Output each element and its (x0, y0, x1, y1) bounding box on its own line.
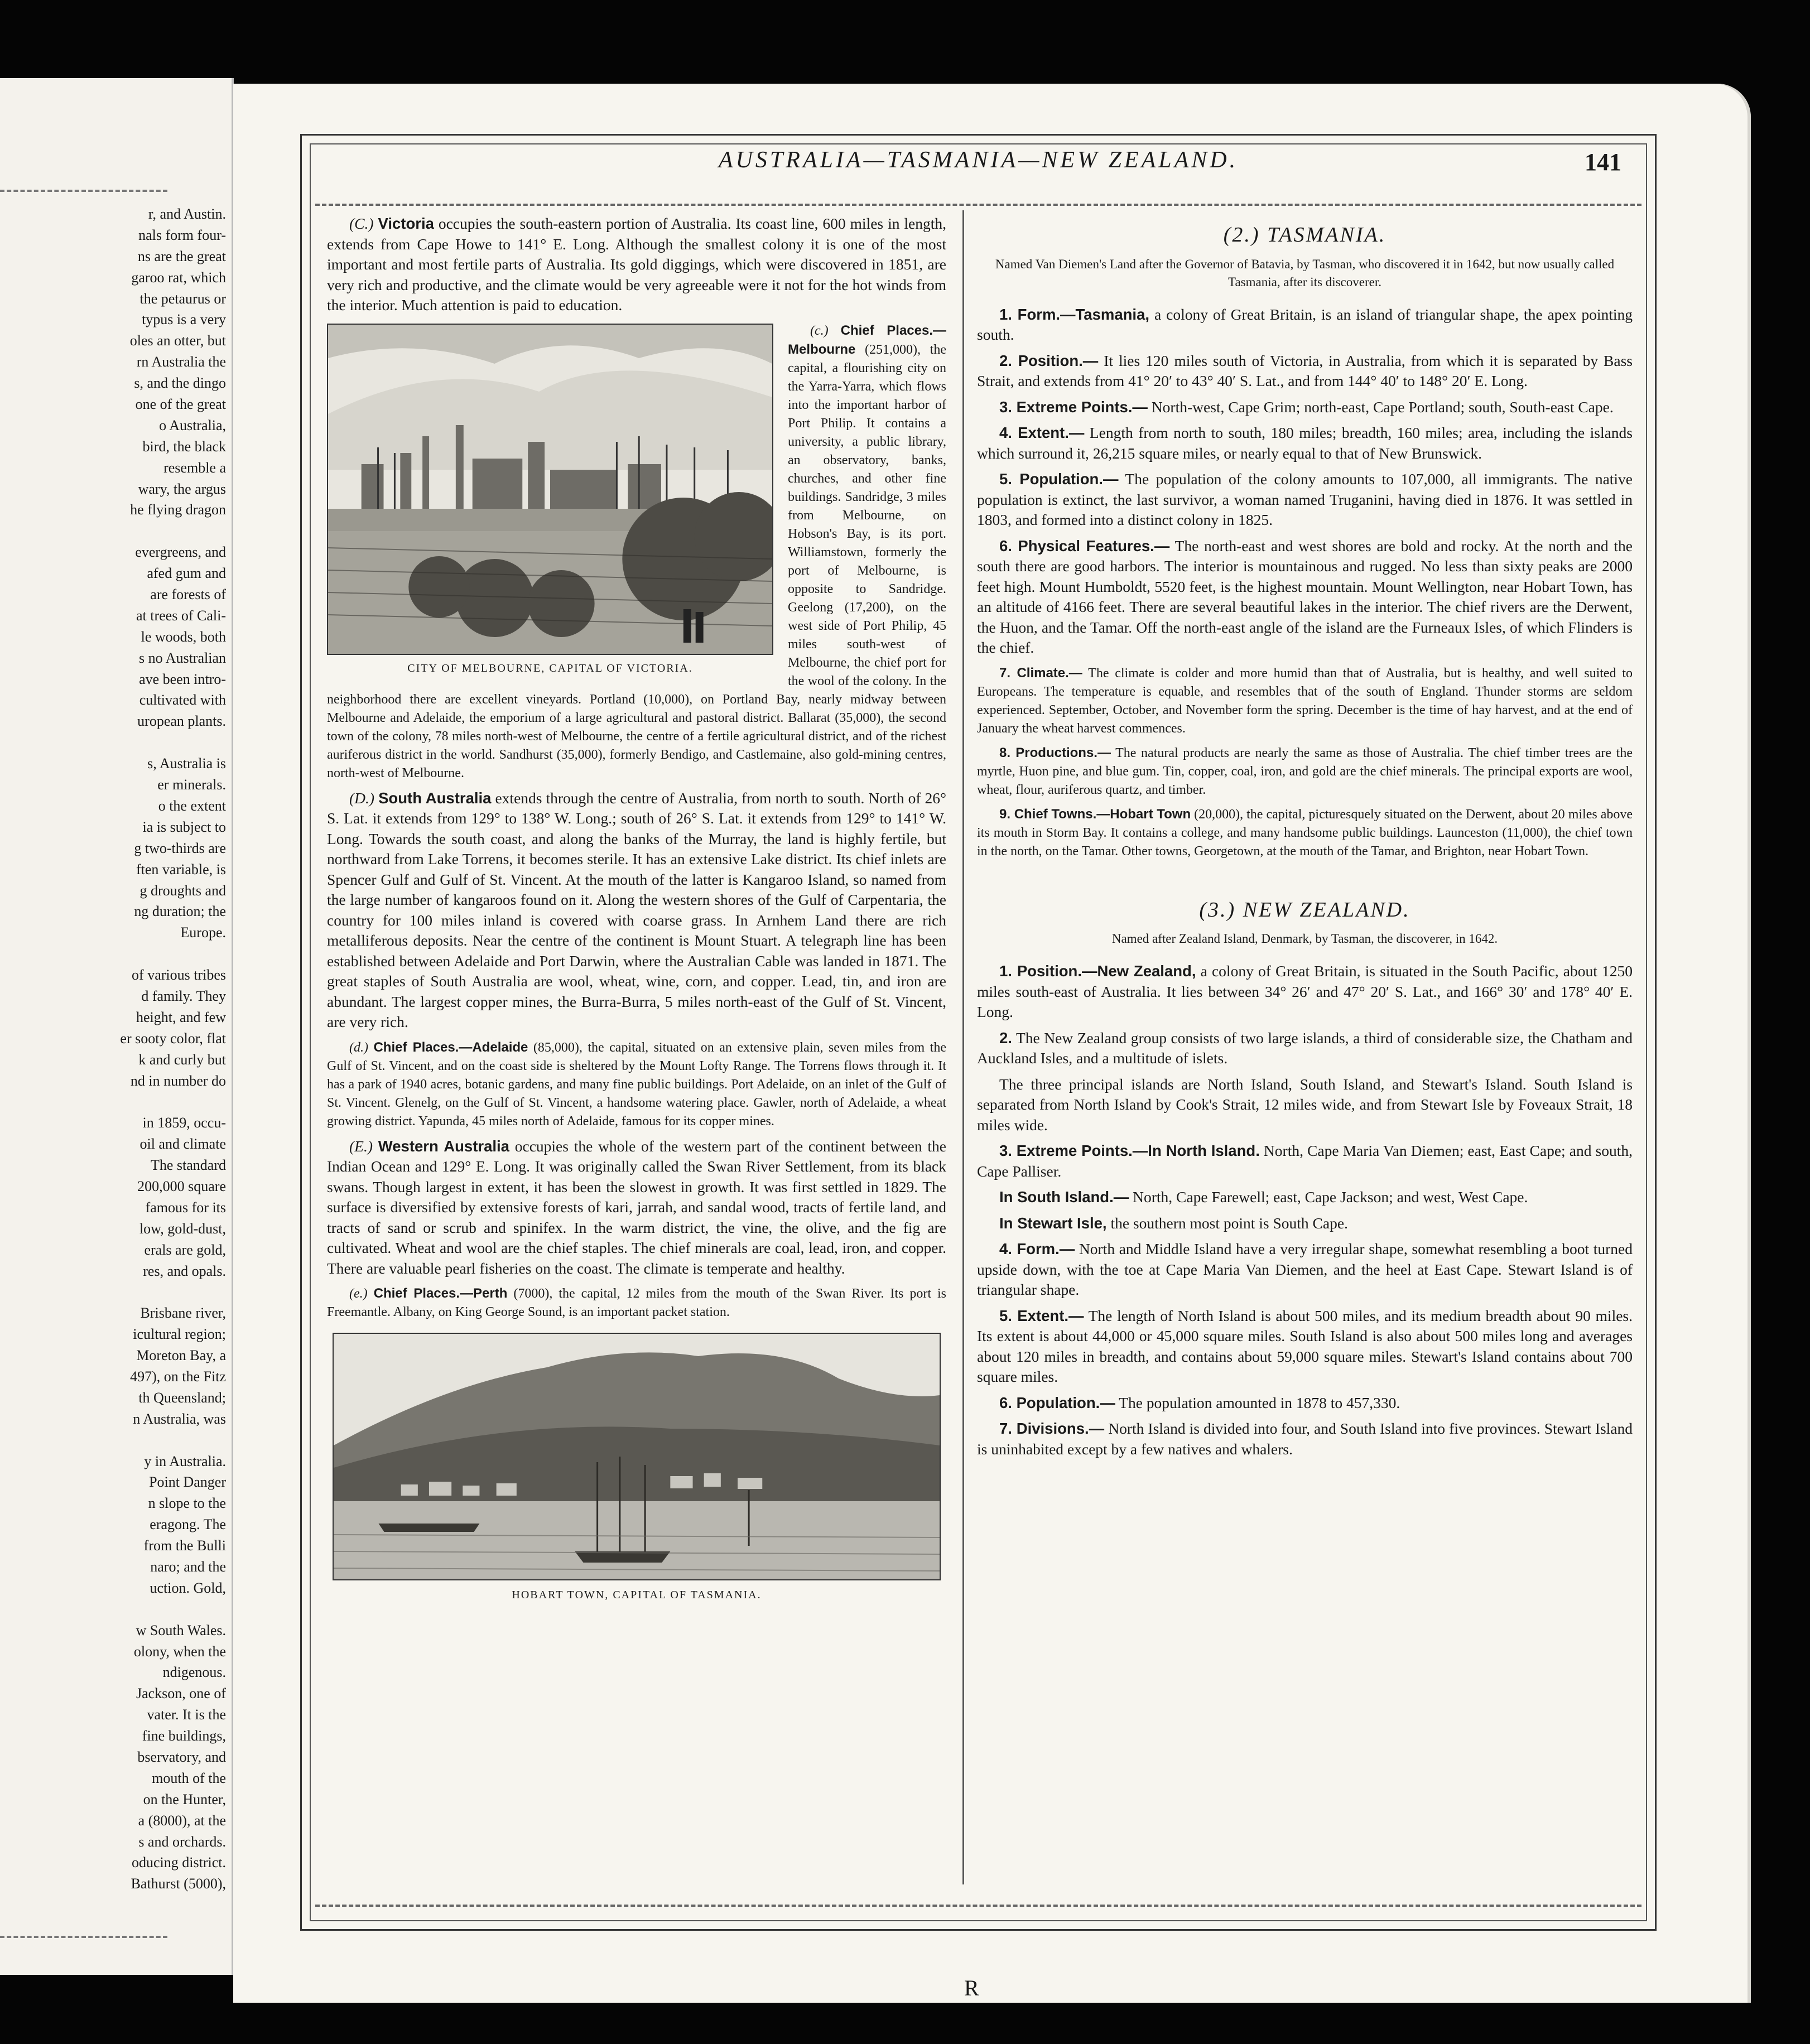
previous-page-line: rn Australia the (136, 354, 226, 370)
section-label: (D.) (349, 789, 375, 807)
hobart-illustration (334, 1334, 940, 1579)
south-australia-places-paragraph (327, 1038, 946, 1131)
previous-page-line (0, 520, 226, 542)
section-paragraph (977, 805, 1633, 861)
previous-page-line: ns are the great (137, 248, 226, 264)
section-text: North and Middle Island have a very irregular shape, somewhat resembling a boot turned upside down, with the toe at Cape Maria Van Diemen, and the heel at East Cape. Stewart Island is of triangular shape. (977, 1240, 1633, 1298)
melbourne-illustration (328, 325, 772, 654)
previous-page-line: s no Australian (139, 649, 226, 666)
section-label: (c.) (810, 323, 829, 338)
hobart-engraving (333, 1333, 941, 1580)
previous-page-line: from the Bulli (143, 1537, 226, 1554)
section-label: (e.) (349, 1286, 368, 1301)
previous-page-line: uropean plants. (137, 713, 226, 730)
section-text: The length of North Island is about 500 miles, and its medium breadth about 90 miles. Its extent is about 44,000 or 45,000 square miles. South Island is also about 500 miles long and averages about 120 miles in breadth, and contains about 59,000 square miles. Stewart's Island contains about 700 square miles. (977, 1307, 1633, 1385)
right-column (977, 214, 1633, 1884)
previous-page-line: a (8000), at the (138, 1812, 226, 1829)
section-text: It lies 120 miles south of Victoria, in Australia, from which it is separated by Bass Strait, and extends from 41° 20′ to 43° 40′ S. Lat., and from 144° 40′ to 148° 20′ E. Long. (977, 351, 1633, 389)
previous-page-line: le woods, both (141, 628, 226, 645)
section-text: The New Zealand group consists of two large islands, a third of considerable size, the Chatham and Auckland Isles, and a multitude of islets. (977, 1029, 1633, 1067)
section-paragraph (977, 1141, 1633, 1182)
previous-page-line: height, and few (136, 1009, 226, 1025)
previous-page-line: d family. They (141, 987, 226, 1004)
section-heading: In Stewart Isle, (999, 1214, 1107, 1232)
previous-page-line: eragong. The (150, 1516, 226, 1533)
running-head: AUSTRALIA—TASMANIA—NEW ZEALAND. (718, 147, 1239, 173)
previous-page-line: Jackson, one of (136, 1685, 226, 1702)
section-text: The climate is colder and more humid than that of Australia, but is healthy, and well suited to Europeans. The temperature is equable, and resembles that of the south of England. Thunder storms are seldom experienced. September, October, and November form the spring. December is the time of hay harvest, and at the end of January the wheat harvest commences. (977, 666, 1633, 736)
previous-page-line: y in Australia. (144, 1453, 226, 1469)
section-heading: Chief Places.—Adelaide (373, 1039, 528, 1055)
new-zealand-note: Named after Zealand Island, Denmark, by Tasman, the discoverer, in 1642. (1111, 932, 1498, 946)
section-text: (7000), the capital, 12 miles from the mouth of the Swan River. Its port is Freemantle. Albany, on King George Sound, is an important packet station. (327, 1286, 946, 1319)
footer-divider (315, 1905, 1641, 1907)
previous-page-line (0, 1281, 226, 1303)
section-heading: 8. Productions.— (999, 745, 1111, 760)
previous-page-line: s, Australia is (147, 755, 226, 772)
western-australia-paragraph (327, 1136, 946, 1279)
previous-page-line: bservatory, and (137, 1749, 226, 1766)
previous-page-line: famous for its (145, 1199, 226, 1216)
section-text: North, Cape Farewell; east, Cape Jackson; and west, West Cape. (1133, 1188, 1528, 1206)
section-paragraph (977, 1419, 1633, 1459)
figure-caption: CITY OF MELBOURNE, CAPITAL OF VICTORIA. (407, 662, 693, 674)
section-heading: Chief Places.—Perth (373, 1286, 508, 1301)
section-text: (20,000), the capital, picturesquely situated on the Derwent, about 20 miles above its mouth in Storm Bay. It contains a college, and many handsome public buildings. Launceston (11,000), the chief town in the north, on the Tamar. Other towns, Georgetown, at the mouth of the Tamar, and Brighton, near Hobart Town. (977, 807, 1633, 859)
section-heading: 3. Extreme Points.— (999, 398, 1148, 416)
tasmania-sections (977, 305, 1633, 658)
section-paragraph (977, 397, 1633, 418)
section-heading: 9. Chief Towns.—Hobart Town (999, 806, 1191, 822)
previous-page-line (0, 1599, 226, 1620)
tasmania-title: (2.) TASMANIA. (1223, 223, 1387, 247)
previous-page-line (0, 1430, 226, 1451)
victoria-paragraph (327, 214, 946, 316)
section-text: The population amounted in 1878 to 457,330. (1119, 1394, 1400, 1411)
previous-page-line: uction. Gold, (150, 1579, 226, 1596)
section-paragraph (977, 664, 1633, 738)
new-zealand-sections (977, 961, 1633, 1459)
section-heading: 2. Position.— (999, 351, 1099, 369)
section-heading: South Australia (378, 789, 492, 807)
section-heading: In South Island.— (999, 1188, 1129, 1206)
section-text: The natural products are nearly the same as those of Australia. The chief timber trees are the myrtle, Huon pine, and blue gum. Tin, copper, coal, iron, and gold are the chief minerals. The principal exports are wool, wheat, flour, auriferous quartz, and timber. (977, 745, 1633, 797)
section-paragraph (977, 744, 1633, 799)
previous-page-line: evergreens, and (135, 544, 226, 561)
previous-page-line: afed gum and (147, 565, 226, 582)
tasmania-note: Named Van Diemen's Land after the Governor of Batavia, by Tasman, who discovered it in 1642, but now usually called Tasmania, after its discoverer. (995, 257, 1615, 289)
victoria-places-paragraph (327, 321, 946, 783)
figure-caption: HOBART TOWN, CAPITAL OF TASMANIA. (512, 1589, 762, 1601)
previous-page-line: Europe. (180, 924, 226, 941)
previous-page-line: erals are gold, (144, 1241, 226, 1258)
previous-page-line: n slope to the (148, 1495, 226, 1512)
section-text: (85,000), the capital, situated on an extensive plain, seven miles from the Gulf of St. Vincent, and on the coast side is sheltered by the Mount Lofty Range. The Torrens flows through it. It has a park of 1940 acres, botanic gardens, and many fine public buildings. Port Adelaide, on an inlet of the Gulf of St. Vincent. Glenelg, on the Gulf of St. Vincent, a handsome watering place. Gawler, north of Adelaide, a wheat growing district. Yapunda, 45 miles north of Adelaide, famous for its copper mines. (327, 1040, 946, 1129)
previous-page-line: mouth of the (152, 1770, 226, 1786)
section-paragraph (977, 1239, 1633, 1300)
previous-page-line: resemble a (163, 459, 226, 476)
previous-page-line: he flying dragon (130, 502, 226, 518)
section-heading: Victoria (378, 215, 434, 232)
previous-page-line: er minerals. (157, 777, 226, 793)
previous-page-line: Bathurst (5000), (131, 1876, 226, 1892)
previous-page-line: Moreton Bay, a (136, 1347, 226, 1364)
section-paragraph (977, 469, 1633, 531)
previous-page-line: are forests of (150, 586, 226, 603)
previous-page-line: res, and opals. (143, 1262, 226, 1279)
previous-page-line: oducing district. (132, 1854, 226, 1871)
previous-page-line: oil and climate (139, 1136, 226, 1153)
section-heading: 7. Climate.— (999, 665, 1082, 681)
section-heading: 5. Population.— (999, 470, 1119, 488)
section-heading: 1. Position.—New Zealand, (999, 962, 1196, 980)
left-column (327, 214, 946, 1884)
previous-page-line (0, 1091, 226, 1112)
previous-page-line: oles an otter, but (129, 332, 226, 349)
south-australia-paragraph (327, 788, 946, 1033)
previous-page-line: garoo rat, which (131, 269, 226, 286)
previous-page-line: Brisbane river, (140, 1305, 226, 1322)
page-number: 141 (1585, 148, 1621, 176)
melbourne-engraving (327, 324, 773, 655)
western-australia-places-paragraph (327, 1284, 946, 1322)
section-label: (C.) (349, 215, 374, 232)
column-divider (962, 210, 964, 1884)
previous-page-line (0, 732, 226, 753)
section-paragraph (977, 351, 1633, 392)
previous-page-line (0, 943, 226, 965)
section-paragraph (977, 1393, 1633, 1414)
previous-page-line: g two-thirds are (134, 840, 226, 856)
divider (0, 190, 167, 192)
section-text: North-west, Cape Grim; north-east, Cape Portland; south, South-east Cape. (1151, 398, 1614, 416)
section-paragraph (977, 305, 1633, 345)
signature-mark: R (964, 1975, 979, 2000)
previous-page-line: er sooty color, flat (120, 1030, 226, 1047)
book-page (233, 84, 1751, 2003)
section-heading: 2. (999, 1029, 1012, 1047)
previous-page-line: The standard (150, 1157, 226, 1174)
section-heading: 1. Form.—Tasmania, (999, 305, 1150, 323)
previous-page-line: fine buildings, (142, 1728, 226, 1744)
new-zealand-title: (3.) NEW ZEALAND. (1199, 898, 1411, 922)
section-heading: 6. Population.— (999, 1394, 1115, 1411)
section-paragraph (977, 1074, 1633, 1136)
previous-page-line: the petaurus or (139, 290, 226, 307)
section-heading: Chief Places.—Melbourne (788, 322, 946, 357)
previous-page-line: typus is a very (142, 311, 226, 328)
previous-page-text (0, 204, 226, 1894)
section-text: The north-east and west shores are bold and rocky. At the north and the south there are good harbors. The interior is mountainous and rugged. No less than sixty peaks are 2000 feet high. Mount Humboldt, 5520 feet, is the highest mountain. Mount Wellington, near Hobart Town, has an altitude of 4166 feet. There are several beautiful lakes in the interior. The chief rivers are the Derwent, the Huon, and the Tamar. Off the north-east angle of the island are the Furneaux Isles, of which Flinders is the chief. (977, 537, 1633, 656)
previous-page-line: w South Wales. (136, 1622, 226, 1638)
previous-page-line: one of the great (135, 396, 226, 413)
previous-page-line: olony, when the (133, 1643, 226, 1660)
section-heading: 4. Extent.— (999, 424, 1085, 441)
previous-page-line: o Australia, (159, 417, 226, 433)
previous-page-line: n Australia, was (133, 1410, 226, 1427)
section-paragraph (977, 1213, 1633, 1234)
section-text: a colony of Great Britain, is an island of triangular shape, the apex pointing south. (977, 305, 1633, 343)
section-text: North Island is divided into four, and South Island into five provinces. Stewart Island is uninhabited except by a few natives and whalers. (977, 1420, 1633, 1458)
previous-page-line: in 1859, occu- (142, 1115, 226, 1131)
previous-page-line: g droughts and (139, 882, 226, 899)
previous-page-line: s and orchards. (138, 1833, 226, 1850)
header-divider (315, 204, 1641, 206)
previous-page-line: vater. It is the (147, 1706, 226, 1723)
previous-page-line: at trees of Cali- (136, 607, 226, 624)
section-paragraph (977, 536, 1633, 658)
previous-page-line: 200,000 square (137, 1178, 226, 1194)
previous-page-line: ia is subject to (142, 818, 226, 835)
section-paragraph (977, 961, 1633, 1023)
section-heading: 5. Extent.— (999, 1307, 1084, 1324)
previous-page-line: of various tribes (132, 967, 226, 984)
previous-page-line: low, gold-dust, (139, 1220, 226, 1237)
section-label: (d.) (349, 1040, 368, 1055)
section-heading: 7. Divisions.— (999, 1420, 1105, 1437)
previous-page-line: ndigenous. (162, 1664, 226, 1681)
previous-page-line: r, and Austin. (148, 206, 226, 222)
section-heading: 3. Extreme Points.—In North Island. (999, 1142, 1260, 1159)
section-paragraph (977, 423, 1633, 464)
section-text: The population of the colony amounts to 107,000, all immigrants. The native population is extinct, the last survivor, a woman named Truganini, having died in 1876. It was settled in 1803, and formed into a distinct colony in 1825. (977, 470, 1633, 528)
previous-page-line: ave been intro- (139, 671, 226, 687)
previous-page-line: naro; and the (150, 1559, 226, 1575)
section-paragraph (977, 1306, 1633, 1387)
previous-page-line: icultural region; (133, 1326, 226, 1343)
previous-page-line: k and curly but (138, 1051, 226, 1068)
section-text: occupies the south-eastern portion of Australia. Its coast line, 600 miles in length, extends from Cape Howe to 141° E. Long. Although the smallest colony it is one of the most important and most fertile parts of Australia. Its gold diggings, which were discovered in 1851, are very rich and productive, and the climate would be very agreeable were it not for the hot winds from the interior. Much attention is paid to education. (327, 215, 946, 314)
previous-page-line: th Queensland; (138, 1389, 226, 1406)
previous-page-line: nd in number do (130, 1072, 226, 1089)
section-paragraph (977, 1028, 1633, 1069)
section-text: The three principal islands are North Island, South Island, and Stewart's Island. South Island is separated from North Island by Cook's Strait, 12 miles wide, and from Stewart Isle by Foveaux Strait, 18 miles wide. (977, 1075, 1633, 1134)
section-heading: Western Australia (378, 1137, 509, 1155)
section-text: the southern most point is South Cape. (1110, 1214, 1348, 1232)
section-heading: 4. Form.— (999, 1240, 1075, 1257)
previous-page-line: cultivated with (139, 692, 226, 708)
section-paragraph (977, 1187, 1633, 1208)
page-frame (300, 134, 1657, 1931)
previous-page-line: ften variable, is (136, 861, 226, 878)
section-text: North, Cape Maria Van Diemen; east, East Cape; and south, Cape Palliser. (977, 1142, 1633, 1180)
previous-page-line: Point Danger (149, 1474, 226, 1491)
section-text: a colony of Great Britain, is situated in the South Pacific, about 1250 miles south-east of Australia. It lies between 34° 26′ and 47° 20′ S. Lat., and 166° 30′ and 178° 40′ E. Long. (977, 962, 1633, 1020)
divider (0, 1936, 167, 1938)
section-text: extends through the centre of Australia, from north to south. North of 26° S. Lat. it extends from 129° to 138° W. Long.; south of 26° S. Lat. it extends from 129° to 141° W. Long. Towards the south coast, and along the banks of the Murray, the land is highly fertile, but northward from Lake Torrens, it becomes sterile. It has an extensive Lake district. Its chief inlets are Spencer Gulf and Gulf of St. Vincent. At the mouth of the latter is Kangaroo Island, so named from the large number of kangaroos found on it. Along the western shores of the Gulf of Carpentaria, the country for 100 miles inland is covered with coarse grass. In Arnhem Land there are rich metalliferous deposits. Near the centre of the continent is Mount Stuart. A telegraph line has been established between Adelaide and Port Darwin, where the Australian Cable was landed in 1871. The great staples of South Australia are wool, wheat, wine, corn, and copper. Lead, tin, and iron are abundant. The largest copper mines, the Burra-Burra, 5 miles north-east of the Gulf of St. Vincent, are very rich. (327, 789, 946, 1030)
section-text: occupies the whole of the western part of the continent between the Indian Ocean and 129° E. Long. It was originally called the Swan River Settlement, from its black swans. Though largest in extent, it has been the slowest in growth. It was first settled in 1829. The surface is diversified by extensive forests of kari, jarrah, and sandal wood, tracts of fertile land, and tracts of sand or scrub and spinifex. In the warm district, the vine, the olive, and the fig are cultivated. Wheat and wool are the chief staples. The chief minerals are coal, lead, iron, and copper. There are valuable pearl fisheries on the coast. The climate is temperate and healthy. (327, 1137, 946, 1277)
previous-page-line: bird, the black (142, 438, 226, 455)
previous-page-line: wary, the argus (138, 480, 226, 497)
previous-page-edge (0, 78, 234, 1975)
melbourne-figure (327, 324, 773, 678)
section-label: (E.) (349, 1137, 373, 1155)
section-heading: 6. Physical Features.— (999, 537, 1170, 555)
hobart-figure (333, 1333, 941, 1606)
section-text: Length from north to south, 180 miles; breadth, 160 miles; area, including the islands which surround it, 26,215 square miles, or nearly equal to that of New Brunswick. (977, 424, 1633, 462)
previous-page-line: s, and the dingo (134, 375, 226, 392)
section-text: (251,000), the capital, a flourishing city on the Yarra-Yarra, which flows into the important harbor of Port Philip. It contains a university, a public library, an observatory, banks, churches, and other fine buildings. Sandridge, 3 miles from Melbourne, on Hobson's Bay, is its port. Williamstown, formerly the port of Melbourne, is opposite to Sandridge. Geelong (17,200), on the west side of Port Philip, 45 miles south-west of Melbourne, the chief port for the wool of the colony. In the neighborhood there are excellent vineyards. Portland (10,000), on Portland Bay, nearly midway between Melbourne and Adelaide, the emporium of a large agricultural and pastoral district. Ballarat (35,000), the second town of the colony, 78 miles north-west of Melbourne, the centre of a fertile agricultural district, and of the richest auriferous district in the world. Sandhurst (35,000), formerly Bendigo, and Castlemaine, also gold-mining centres, north-west of Melbourne. (327, 342, 946, 780)
previous-page-line: on the Hunter, (143, 1791, 226, 1807)
previous-page-line: nals form four- (138, 226, 226, 243)
tasmania-small-sections (977, 664, 1633, 861)
previous-page-line: o the extent (158, 797, 226, 814)
previous-page-line: 497), on the Fitz (130, 1368, 226, 1385)
previous-page-line: ng duration; the (134, 903, 226, 920)
